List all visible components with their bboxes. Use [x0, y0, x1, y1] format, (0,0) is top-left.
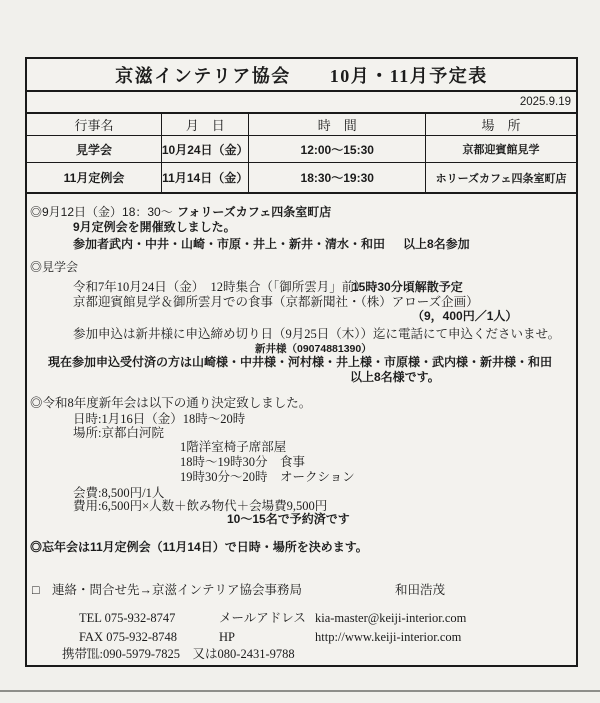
contact-hp-label: HP: [219, 630, 235, 644]
document-body: [27, 194, 576, 667]
september-meeting-count: 以上8名参加: [403, 237, 470, 251]
tour-price: （9，400円／1人）: [412, 309, 518, 323]
september-meeting-datetime: ◎9月12日（金）18：30～: [30, 205, 173, 219]
table-row2-time: 18:30～19:30: [249, 163, 426, 192]
table-row1-place: 京都迎賓館見学: [426, 136, 576, 163]
new-year-party-datetime: 日時:1月16日（金）18時～20時: [73, 412, 246, 426]
table-row1-date: 10月24日（金）: [162, 136, 249, 163]
contact-tel: TEL 075-932-8747: [79, 611, 176, 625]
contact-person: 和田浩茂: [395, 583, 446, 597]
table-header-date: 月 日: [162, 114, 249, 136]
tour-meet-info: 令和7年10月24日（金） 12時集合（「御所雲月」前）: [73, 280, 367, 294]
year-end-party-note: ◎忘年会は11月定例会（11月14日）で日時・場所を決めます。: [30, 540, 368, 554]
contact-hp-value: http://www.keiji-interior.com: [315, 630, 462, 644]
table-row2-place: ホリーズカフェ四条室町店: [435, 172, 567, 185]
september-meeting-held-note: 9月定例会を開催致しました。: [73, 220, 236, 234]
tour-registered-count: 以上8名様です。: [350, 370, 440, 384]
tour-end-info: 15時30分頃解散予定: [352, 280, 463, 294]
table-header-time: 時 間: [249, 114, 426, 136]
new-year-party-heading: ◎令和8年度新年会は以下の通り決定致しました。: [30, 396, 312, 410]
contact-mail-value: kia-master@keiji-interior.com: [315, 611, 467, 625]
contact-mail-label: メールアドレス: [219, 611, 306, 625]
contact-fax: FAX 075-932-8748: [79, 630, 178, 644]
new-year-party-auction: 19時30分～20時 オークション: [180, 470, 355, 484]
new-year-party-cost: 費用:6,500円×人数＋飲み物代＋会場費9,500円: [73, 499, 328, 513]
table-row1-time: 12:00～15:30: [249, 136, 426, 163]
table-header-event: 行事名: [27, 114, 162, 136]
contact-heading: □ 連絡・問合せ先→京滋インテリア協会事務局: [32, 583, 303, 597]
table-header-place: 場 所: [426, 114, 576, 136]
table-row2-event: 11月定例会: [27, 163, 162, 192]
issue-date: 2025.9.19: [519, 96, 571, 108]
tour-apply-contact: 新井様（09074881390）: [255, 343, 372, 355]
new-year-party-room: 1階洋室椅子席部屋: [180, 440, 287, 454]
table-row2-date: 11月14日（金）: [162, 163, 249, 192]
september-meeting-venue: フォリーズカフェ四条室町店: [177, 205, 332, 219]
new-year-party-meal: 18時～19時30分 食事: [180, 455, 306, 469]
tour-detail: 京都迎賓館見学＆御所雲月での食事（京都新聞社・（株）アローズ企画）: [73, 295, 479, 309]
tour-apply-note: 参加申込は新井様に申込締め切り日（9月25日（木））迄に電話にて申込くださいませ。: [73, 327, 561, 341]
document-frame: [25, 57, 578, 667]
tour-registered: 現在参加申込受付済の方は山崎様・中井様・河村様・井上様・市原様・武内様・新井様・和田: [48, 355, 553, 369]
page-title: 京滋インテリア協会 10月・11月予定表: [115, 65, 488, 86]
issue-date-row: [27, 92, 576, 114]
scan-edge-artifact: [0, 690, 600, 692]
contact-mobile: 携帯℡:090-5979-7825 又は080-2431-9788: [62, 647, 295, 661]
schedule-table: [27, 114, 576, 194]
new-year-party-fee: 会費:8,500円/1人: [73, 486, 165, 500]
table-row1-event: 見学会: [27, 136, 162, 163]
new-year-party-reservation: 10～15名で予約済です: [227, 512, 350, 526]
september-meeting-participants: 参加者武内・中井・山崎・市原・井上・新井・清水・和田: [73, 237, 386, 251]
title-bar: [27, 59, 576, 92]
new-year-party-place: 場所:京都白河院: [73, 426, 164, 440]
tour-heading: ◎見学会: [30, 260, 79, 274]
